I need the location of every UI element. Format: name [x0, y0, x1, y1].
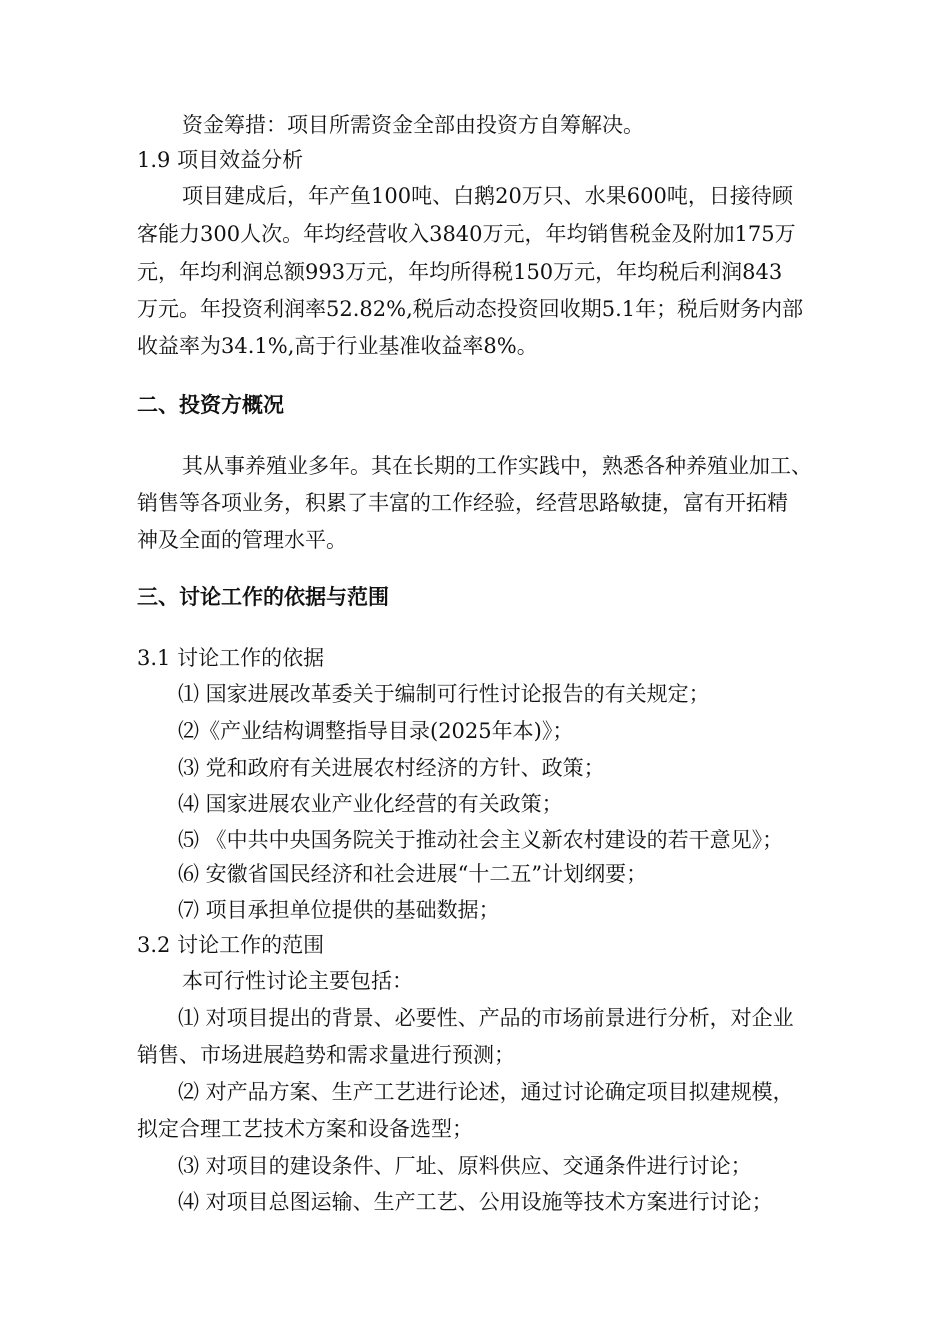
section-3-2-title: 3.2 讨论工作的范围 [137, 933, 325, 957]
scope-intro: 本可行性讨论主要包括： [182, 969, 413, 993]
benefit-line-5: 收益率为34.1%,高于行业基准收益率8%。 [137, 334, 538, 358]
scope-line-3: ⑵ 对产品方案、生产工艺进行论述，通过讨论确定项目拟建规模， [178, 1080, 794, 1104]
investor-line-2: 销售等各项业务，积累了丰富的工作经验，经营思路敏捷，富有开拓精 [137, 491, 788, 515]
basis-item-1: ⑴ 国家进展改革委关于编制可行性讨论报告的有关规定； [178, 682, 710, 706]
investor-line-3: 神及全面的管理水平。 [137, 528, 347, 552]
basis-item-6: ⑹ 安徽省国民经济和社会进展“十二五”计划纲要； [178, 862, 648, 886]
benefit-line-3: 元，年均利润总额993万元，年均所得税150万元，年均税后利润843 [137, 260, 783, 284]
investor-line-1: 其从事养殖业多年。其在长期的工作实践中，熟悉各种养殖业加工、 [182, 454, 812, 478]
section-1-9-title: 1.9 项目效益分析 [137, 148, 304, 172]
scope-line-5: ⑶ 对项目的建设条件、厂址、原料供应、交通条件进行讨论； [178, 1154, 752, 1178]
benefit-line-2: 客能力300人次。年均经营收入3840万元，年均销售税金及附加175万 [137, 222, 796, 246]
scope-line-4: 拟定合理工艺技术方案和设备选型； [137, 1117, 473, 1141]
scope-line-2: 销售、市场进展趋势和需求量进行预测； [137, 1043, 515, 1067]
section-3-1-title: 3.1 讨论工作的依据 [137, 646, 325, 670]
scope-line-6: ⑷ 对项目总图运输、生产工艺、公用设施等技术方案进行讨论； [178, 1190, 773, 1214]
benefit-line-1: 项目建成后，年产鱼100吨、白鹅20万只、水果600吨，日接待顾 [182, 184, 793, 208]
benefit-line-4: 万元。年投资利润率52.82%,税后动态投资回收期5.1年；税后财务内部 [137, 297, 804, 321]
basis-item-7: ⑺ 项目承担单位提供的基础数据； [178, 898, 500, 922]
section-3-title: 三、讨论工作的依据与范围 [137, 585, 389, 609]
scope-line-1: ⑴ 对项目提出的背景、必要性、产品的市场前景进行分析，对企业 [178, 1006, 794, 1030]
basis-item-4: ⑷ 国家进展农业产业化经营的有关政策； [178, 792, 563, 816]
basis-item-5: ⑸ 《中共中央国务院关于推动社会主义新农村建设的若干意见》； [178, 828, 784, 852]
basis-item-2: ⑵《产业结构调整指导目录(2025年本)》； [178, 719, 574, 743]
basis-item-3: ⑶ 党和政府有关进展农村经济的方针、政策； [178, 756, 605, 780]
section-2-title: 二、投资方概况 [137, 393, 284, 417]
funding-paragraph: 资金筹措：项目所需资金全部由投资方自筹解决。 [182, 113, 644, 137]
